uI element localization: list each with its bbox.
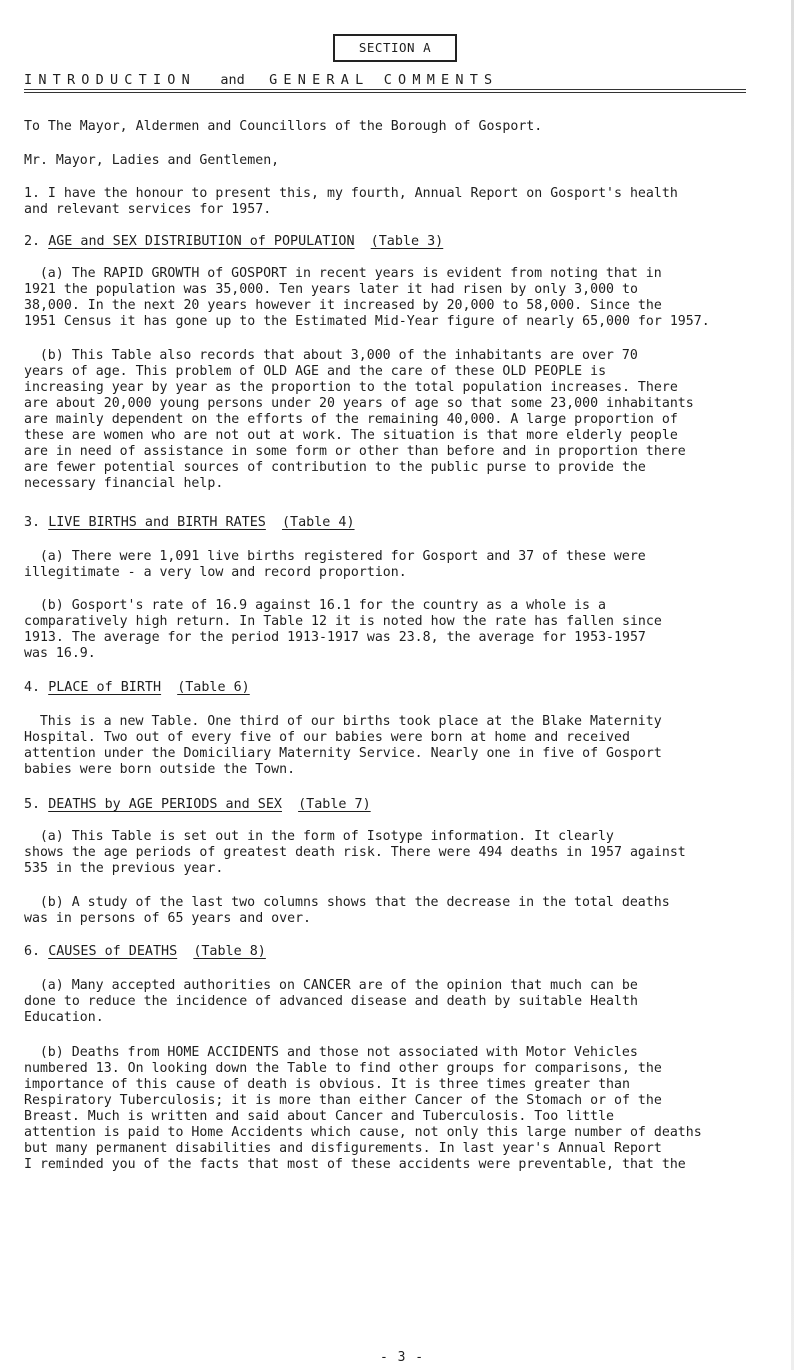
text-line: (b) Deaths from HOME ACCIDENTS and those not associated with Motor Vehicles xyxy=(39,1045,638,1060)
text-line: illegitimate - a very low and record proportion. xyxy=(24,565,407,580)
paragraph-2b xyxy=(24,348,784,492)
text-line: are mainly dependent on the efforts of the remaining 40,000. A large proportion of xyxy=(24,412,678,427)
text-line: are about 20,000 young persons under 20 years of age so that some 23,000 inhabitants xyxy=(24,396,694,411)
heading-2 xyxy=(24,234,784,250)
paragraph-3b xyxy=(24,598,784,662)
heading-number: 6. xyxy=(24,944,41,959)
scan-edge xyxy=(791,0,794,1370)
text-line: are in need of assistance in some form or other than before and in proportion there xyxy=(24,444,686,459)
heading-number: 4. xyxy=(24,680,41,695)
text-line: was in persons of 65 years and over. xyxy=(24,911,312,926)
heading-4 xyxy=(24,680,784,696)
text-line: increasing year by year as the proportion to the total population increases. There xyxy=(24,380,678,395)
paragraph-5a xyxy=(24,829,784,877)
text-line: 1921 the population was 35,000. Ten years later it had risen by only 3,000 to xyxy=(24,282,638,297)
paragraph-6a xyxy=(24,978,784,1026)
text-line: these are women who are not out at work. The situation is that more elderly people xyxy=(24,428,678,443)
heading-5 xyxy=(24,797,784,813)
text-line: (a) The RAPID GROWTH of GOSPORT in recent years is evident from noting that in xyxy=(39,266,662,281)
paragraph-4 xyxy=(24,714,784,778)
page-title xyxy=(24,72,744,88)
text-line: 1951 Census it has gone up to the Estimated Mid-Year figure of nearly 65,000 for 1957. xyxy=(24,314,710,329)
section-label: SECTION A xyxy=(333,34,457,62)
text-line: 1. I have the honour to present this, my fourth, Annual Report on Gosport's health xyxy=(24,186,678,201)
text-line: Respiratory Tuberculosis; it is more than either Cancer of the Stomach or of the xyxy=(24,1093,662,1108)
heading-number: 5. xyxy=(24,797,41,812)
greeting xyxy=(24,153,784,169)
text-line: (a) There were 1,091 live births registered for Gosport and 37 of these were xyxy=(39,549,646,564)
text-line: comparatively high return. In Table 12 it is noted how the rate has fallen since xyxy=(24,614,662,629)
text-line: necessary financial help. xyxy=(24,476,224,491)
heading-table-ref: (Table 7) xyxy=(298,797,371,812)
text-line: are fewer potential sources of contribution to the public purse to provide the xyxy=(24,460,646,475)
heading-3 xyxy=(24,515,784,531)
paragraph-5b xyxy=(24,895,784,927)
greeting-text: Mr. Mayor, Ladies and Gentlemen, xyxy=(24,153,280,168)
paragraph-6b xyxy=(24,1045,784,1173)
text-line: attention is paid to Home Accidents which cause, not only this large number of deaths xyxy=(24,1125,702,1140)
text-line: years of age. This problem of OLD AGE and the care of these OLD PEOPLE is xyxy=(24,364,607,379)
text-line: Hospital. Two out of every five of our babies were born at home and received xyxy=(24,730,630,745)
heading-text: PLACE of BIRTH xyxy=(48,680,162,695)
title-and: and xyxy=(220,72,245,88)
text-line: attention under the Domiciliary Maternity Service. Nearly one in five of Gosport xyxy=(24,746,662,761)
heading-text: LIVE BIRTHS and BIRTH RATES xyxy=(48,515,266,530)
text-line: was 16.9. xyxy=(24,646,96,661)
heading-table-ref: (Table 8) xyxy=(193,944,266,959)
paragraph-2a xyxy=(24,266,784,330)
text-line: 535 in the previous year. xyxy=(24,861,224,876)
heading-text: DEATHS by AGE PERIODS and SEX xyxy=(48,797,282,812)
heading-text: CAUSES of DEATHS xyxy=(48,944,178,959)
text-line: 1913. The average for the period 1913-1917 was 23.8, the average for 1953-1957 xyxy=(24,630,646,645)
heading-number: 3. xyxy=(24,515,41,530)
text-line: and relevant services for 1957. xyxy=(24,202,272,217)
text-line: (a) This Table is set out in the form of Isotype information. It clearly xyxy=(39,829,614,844)
paragraph-1 xyxy=(24,186,784,218)
text-line: I reminded you of the facts that most of these accidents were preventable, that the xyxy=(24,1157,686,1172)
salutation xyxy=(24,119,784,135)
heading-number: 2. xyxy=(24,234,41,249)
title-introduction: INTRODUCTION xyxy=(24,72,196,88)
heading-table-ref: (Table 4) xyxy=(281,515,355,530)
text-line: numbered 13. On looking down the Table to find other groups for comparisons, the xyxy=(24,1061,662,1076)
paragraph-3a xyxy=(24,549,784,581)
text-line: babies were born outside the Town. xyxy=(24,762,296,777)
text-line: but many permanent disabilities and disfigurements. In last year's Annual Report xyxy=(24,1141,662,1156)
title-general-comments: GENERAL COMMENTS xyxy=(269,72,499,88)
heading-table-ref: (Table 3) xyxy=(370,234,444,249)
title-rule-bottom xyxy=(24,92,746,93)
text-line: done to reduce the incidence of advanced disease and death by suitable Health xyxy=(24,994,638,1009)
heading-text: AGE and SEX DISTRIBUTION of POPULATION xyxy=(48,234,355,249)
heading-6 xyxy=(24,944,784,960)
heading-table-ref: (Table 6) xyxy=(177,680,250,695)
text-line: Breast. Much is written and said about Cancer and Tuberculosis. Too little xyxy=(24,1109,615,1124)
text-line: shows the age periods of greatest death risk. There were 494 deaths in 1957 against xyxy=(24,845,686,860)
text-line: 38,000. In the next 20 years however it increased by 20,000 to 58,000. Since the xyxy=(24,298,662,313)
text-line: (b) This Table also records that about 3,000 of the inhabitants are over 70 xyxy=(39,348,638,363)
text-line: This is a new Table. One third of our births took place at the Blake Maternity xyxy=(39,714,662,729)
text-line: (a) Many accepted authorities on CANCER are of the opinion that much can be xyxy=(39,978,638,993)
text-line: (b) Gosport's rate of 16.9 against 16.1 for the country as a whole is a xyxy=(39,598,606,613)
page-number: - 3 - xyxy=(380,1350,425,1365)
text-line: Education. xyxy=(24,1010,104,1025)
salutation-text: To The Mayor, Aldermen and Councillors of the Borough of Gosport. xyxy=(24,119,543,134)
title-rule-top xyxy=(24,89,746,90)
text-line: importance of this cause of death is obvious. It is three times greater than xyxy=(24,1077,630,1092)
text-line: (b) A study of the last two columns shows that the decrease in the total deaths xyxy=(39,895,670,910)
